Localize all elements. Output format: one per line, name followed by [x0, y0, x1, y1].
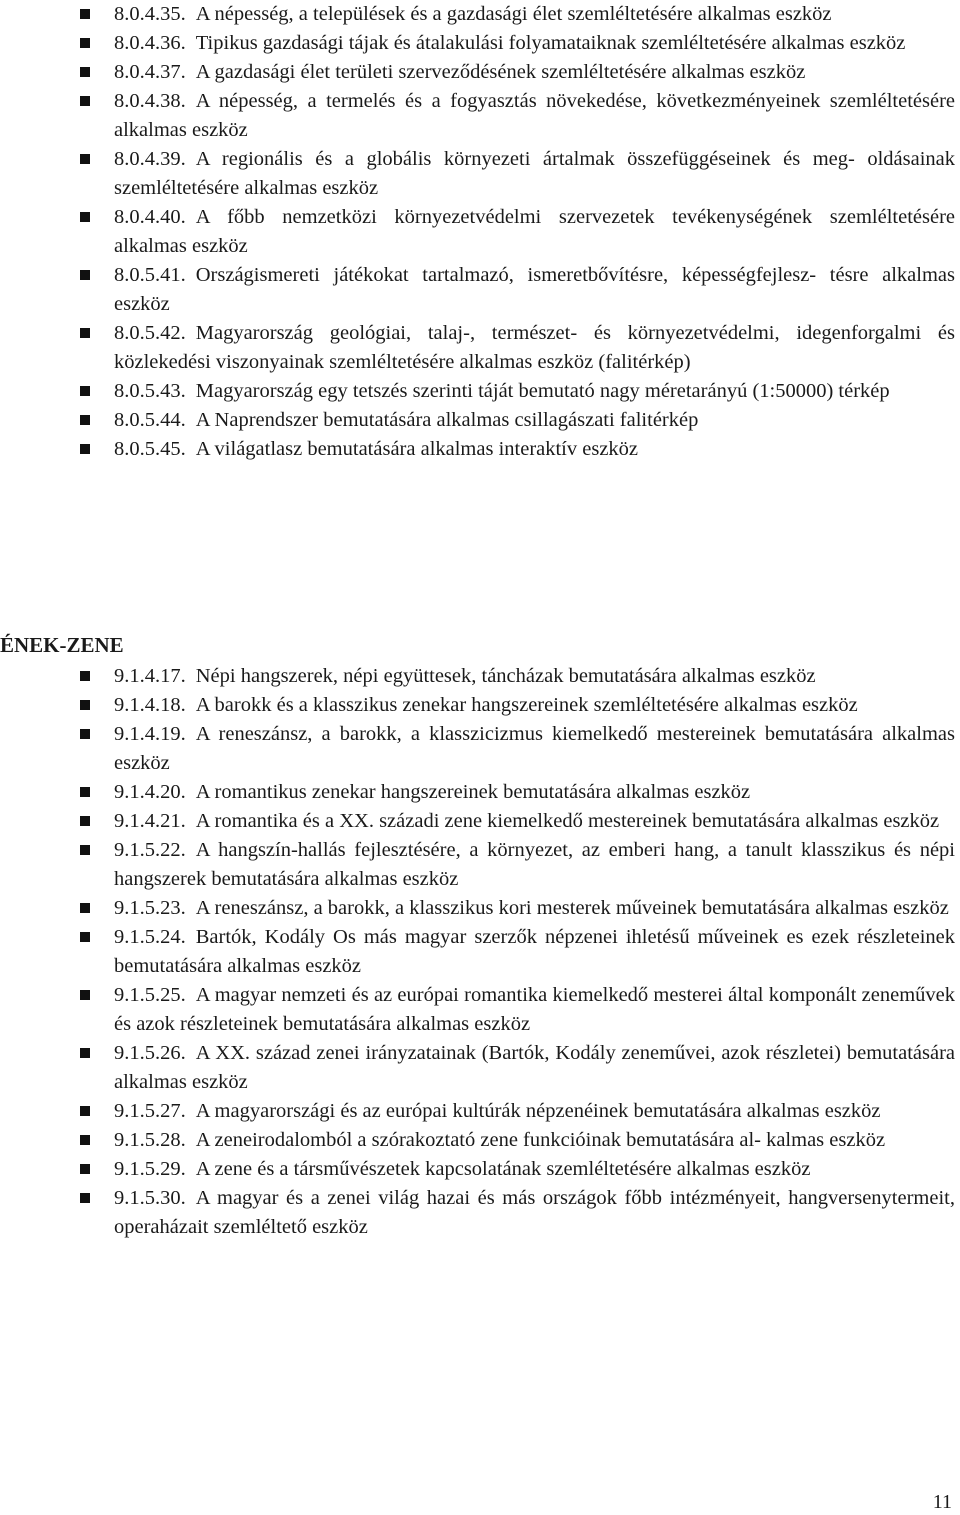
- equipment-list-music: [0, 662, 960, 1242]
- item-code: 8.0.4.38.: [114, 90, 186, 112]
- item-text: Népi hangszerek, népi együttesek, táncházak bemutatására alkalmas eszköz: [195, 665, 816, 687]
- item-text: A Naprendszer bemutatására alkalmas csillagászati falitérkép: [195, 409, 699, 431]
- square-bullet-icon: [80, 671, 90, 681]
- item-text: A romantikus zenekar hangszereinek bemutatására alkalmas eszköz: [195, 781, 751, 803]
- item-text: A magyar és a zenei világ hazai és más országok főbb intézményeit, hangversenytermeit, operaházait szemléltető eszköz: [114, 1187, 955, 1238]
- item-text: A barokk és a klasszikus zenekar hangszereinek szemléltetésére alkalmas eszköz: [195, 694, 858, 716]
- square-bullet-icon: [80, 816, 90, 826]
- square-bullet-icon: [80, 1048, 90, 1058]
- equipment-list-geography: [0, 0, 960, 464]
- square-bullet-icon: [80, 328, 90, 338]
- square-bullet-icon: [80, 1135, 90, 1145]
- item-code: 9.1.5.27.: [114, 1100, 186, 1122]
- item-text: Bartók, Kodály Os más magyar szerzők népzenei ihletésű műveinek es ezek részleteinek bemutatására alkalmas eszköz: [114, 926, 955, 977]
- item-text: A zeneirodalomból a szórakoztató zene funkcióinak bemutatására al- kalmas eszköz: [195, 1129, 886, 1151]
- item-code: 9.1.4.18.: [114, 694, 186, 716]
- item-code: 8.0.5.43.: [114, 380, 186, 402]
- square-bullet-icon: [80, 212, 90, 222]
- list-item: [0, 435, 960, 464]
- list-item: [0, 981, 960, 1039]
- list-item: [0, 662, 960, 691]
- item-text: Magyarország egy tetszés szerinti táját bemutató nagy méretarányú (1:50000) térkép: [195, 380, 890, 402]
- item-code: 9.1.4.21.: [114, 810, 186, 832]
- item-code: 9.1.4.19.: [114, 723, 186, 745]
- item-text: A magyar nemzeti és az európai romantika kiemelkedő mesterei által komponált zeneművek és azok részleteinek bemutatására alkalmas eszköz: [114, 984, 955, 1035]
- item-text: A reneszánsz, a barokk, a klasszicizmus kiemelkedő mestereinek bemutatására alkalmas eszköz: [114, 723, 955, 774]
- item-code: 9.1.4.17.: [114, 665, 186, 687]
- list-item: [0, 29, 960, 58]
- item-text: A zene és a társművészetek kapcsolatának szemléltetésére alkalmas eszköz: [195, 1158, 811, 1180]
- square-bullet-icon: [80, 787, 90, 797]
- square-bullet-icon: [80, 1164, 90, 1174]
- item-text: A népesség, a termelés és a fogyasztás növekedése, következményeinek szemléltetésére alkalmas eszköz: [114, 90, 955, 141]
- item-text: A magyarországi és az európai kultúrák népzenéinek bemutatására alkalmas eszköz: [195, 1100, 881, 1122]
- item-text: Tipikus gazdasági tájak és átalakulási folyamataiknak szemléltetésére alkalmas eszköz: [195, 32, 906, 54]
- list-item: [0, 1039, 960, 1097]
- item-code: 8.0.4.35.: [114, 3, 186, 25]
- item-code: 8.0.4.36.: [114, 32, 186, 54]
- item-text: A romantika és a XX. századi zene kiemelkedő mestereinek bemutatására alkalmas eszköz: [195, 810, 940, 832]
- square-bullet-icon: [80, 415, 90, 425]
- list-item: [0, 720, 960, 778]
- square-bullet-icon: [80, 1193, 90, 1203]
- item-text: A XX. század zenei irányzatainak (Bartók, Kodály zeneművei, azok részletei) bemutatására alkalmas eszköz: [114, 1042, 955, 1093]
- item-code: 9.1.5.28.: [114, 1129, 186, 1151]
- item-code: 9.1.5.24.: [114, 926, 186, 948]
- square-bullet-icon: [80, 845, 90, 855]
- square-bullet-icon: [80, 729, 90, 739]
- square-bullet-icon: [80, 96, 90, 106]
- item-text: A reneszánsz, a barokk, a klasszikus kori mesterek műveinek bemutatására alkalmas eszköz: [195, 897, 949, 919]
- item-code: 8.0.5.42.: [114, 322, 186, 344]
- item-code: 9.1.5.25.: [114, 984, 186, 1006]
- item-code: 9.1.5.23.: [114, 897, 186, 919]
- square-bullet-icon: [80, 9, 90, 19]
- item-code: 9.1.5.22.: [114, 839, 186, 861]
- list-item: [0, 778, 960, 807]
- list-item: [0, 261, 960, 319]
- square-bullet-icon: [80, 700, 90, 710]
- item-code: 8.0.5.44.: [114, 409, 186, 431]
- list-item: [0, 1097, 960, 1126]
- list-item: [0, 406, 960, 435]
- item-text: A világatlasz bemutatására alkalmas interaktív eszköz: [195, 438, 639, 460]
- list-item: [0, 0, 960, 29]
- list-item: [0, 807, 960, 836]
- item-code: 9.1.5.26.: [114, 1042, 186, 1064]
- item-text: A gazdasági élet területi szerveződésének szemléltetésére alkalmas eszköz: [195, 61, 806, 83]
- list-item: [0, 1155, 960, 1184]
- square-bullet-icon: [80, 990, 90, 1000]
- item-code: 9.1.5.29.: [114, 1158, 186, 1180]
- square-bullet-icon: [80, 903, 90, 913]
- item-text: Magyarország geológiai, talaj-, természet- és környezetvédelmi, idegenforgalmi és közlekedési viszonyainak szemléltetésére alkalmas eszköz (falitérkép): [114, 322, 955, 373]
- square-bullet-icon: [80, 444, 90, 454]
- list-item: [0, 145, 960, 203]
- item-code: 8.0.4.37.: [114, 61, 186, 83]
- list-item: [0, 894, 960, 923]
- square-bullet-icon: [80, 67, 90, 77]
- list-item: [0, 1126, 960, 1155]
- item-text: A főbb nemzetközi környezetvédelmi szervezetek tevékenységének szemléltetésére alkalmas eszköz: [114, 206, 955, 257]
- section-heading: ÉNEK-ZENE: [0, 633, 124, 657]
- square-bullet-icon: [80, 154, 90, 164]
- square-bullet-icon: [80, 386, 90, 396]
- list-item: [0, 923, 960, 981]
- item-code: 8.0.5.45.: [114, 438, 186, 460]
- list-item: [0, 319, 960, 377]
- item-text: A regionális és a globális környezeti ártalmak összefüggéseinek és meg- oldásainak szemléltetésére alkalmas eszköz: [114, 148, 955, 199]
- list-item: [0, 58, 960, 87]
- item-code: 8.0.4.39.: [114, 148, 186, 170]
- item-text: A hangszín-hallás fejlesztésére, a környezet, az emberi hang, a tanult klasszikus és népi hangszerek bemutatására alkalmas eszköz: [114, 839, 955, 890]
- square-bullet-icon: [80, 38, 90, 48]
- square-bullet-icon: [80, 932, 90, 942]
- square-bullet-icon: [80, 1106, 90, 1116]
- item-code: 9.1.5.30.: [114, 1187, 186, 1209]
- square-bullet-icon: [80, 270, 90, 280]
- item-code: 8.0.4.40.: [114, 206, 186, 228]
- list-item: [0, 87, 960, 145]
- list-item: [0, 1184, 960, 1242]
- item-code: 9.1.4.20.: [114, 781, 186, 803]
- list-item: [0, 203, 960, 261]
- item-text: Országismereti játékokat tartalmazó, ismeretbővítésre, képességfejlesz- tésre alkalmas eszköz: [114, 264, 955, 315]
- list-item: [0, 691, 960, 720]
- list-item: [0, 377, 960, 406]
- page-number: 11: [932, 1491, 952, 1513]
- item-code: 8.0.5.41.: [114, 264, 186, 286]
- list-item: [0, 836, 960, 894]
- item-text: A népesség, a települések és a gazdasági élet szemléltetésére alkalmas eszköz: [195, 3, 832, 25]
